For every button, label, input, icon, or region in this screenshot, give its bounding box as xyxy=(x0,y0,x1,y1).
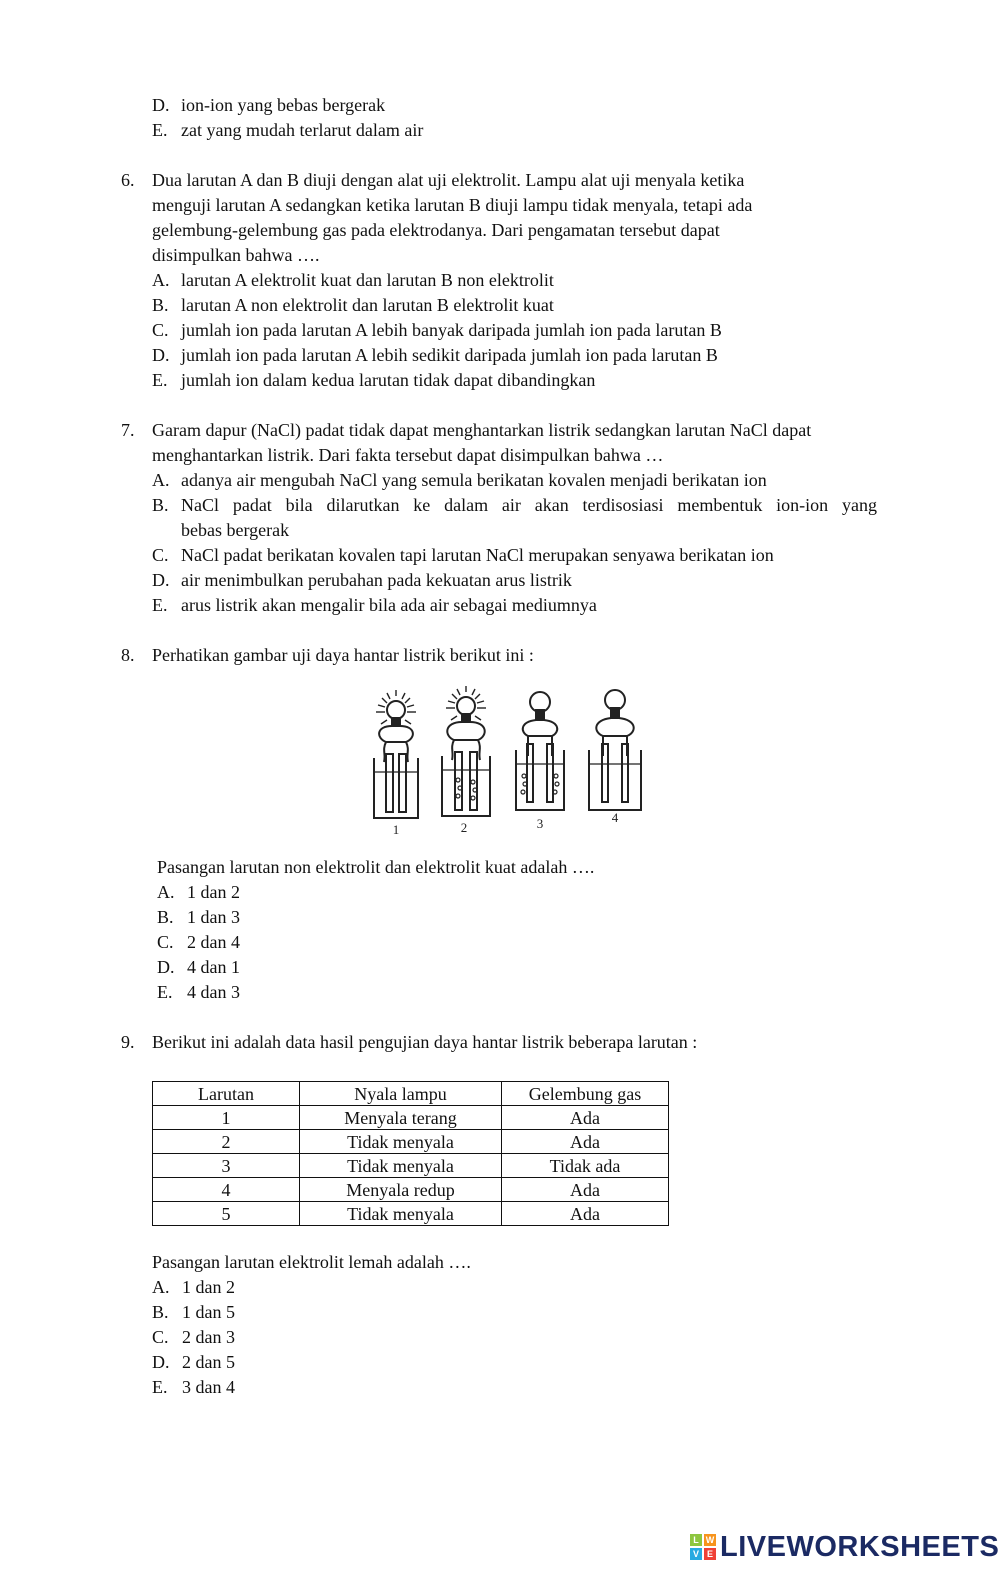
q9-option-c: C. 2 dan 3 xyxy=(152,1327,235,1347)
table-cell: Ada xyxy=(502,1106,669,1130)
table-header-row xyxy=(153,1082,669,1106)
q6-stem-line: disimpulkan bahwa …. xyxy=(152,245,320,265)
q5-option-e: E. zat yang mudah terlarut dalam air xyxy=(152,120,424,140)
q9-option-e: E. 3 dan 4 xyxy=(152,1377,235,1397)
q5-option-d: D. ion-ion yang bebas bergerak xyxy=(152,95,386,115)
table-cell: Menyala terang xyxy=(300,1106,502,1130)
q6-option-c: C. jumlah ion pada larutan A lebih banyak daripada jumlah ion pada larutan B xyxy=(152,320,722,340)
logo-cell: E xyxy=(704,1548,716,1560)
q7-option-c: C. NaCl padat berikatan kovalen tapi larutan NaCl merupakan senyawa berikatan ion xyxy=(152,545,774,565)
q7-option-b-text-cont: bebas bergerak xyxy=(181,520,290,540)
q6-option-a: A. larutan A elektrolit kuat dan larutan B non elektrolit xyxy=(152,270,554,290)
q9-number: 9. xyxy=(121,1032,135,1052)
table-row xyxy=(153,1106,669,1130)
figure-label: 2 xyxy=(460,820,468,835)
q7-number: 7. xyxy=(121,420,135,440)
table-row xyxy=(153,1202,669,1226)
table-cell: 3 xyxy=(153,1154,300,1178)
table-cell: 4 xyxy=(153,1178,300,1202)
q8-option-e: E. 4 dan 3 xyxy=(157,982,240,1002)
q8-number: 8. xyxy=(121,645,135,665)
q7-option-b: B. xyxy=(152,495,169,515)
logo-cell: W xyxy=(705,1535,715,1545)
q9-stem: Berikut ini adalah data hasil pengujian daya hantar listrik beberapa larutan : xyxy=(152,1032,698,1052)
table-row xyxy=(153,1178,669,1202)
q9-question: Pasangan larutan elektrolit lemah adalah …. xyxy=(152,1252,471,1272)
q8-option-c: C. 2 dan 4 xyxy=(157,932,240,952)
q8-option-d: D. 4 dan 1 xyxy=(157,957,240,977)
table-cell: Tidak menyala xyxy=(300,1154,502,1178)
table-cell: Ada xyxy=(502,1178,669,1202)
q7-stem-line: Garam dapur (NaCl) padat tidak dapat menghantarkan listrik sedangkan larutan NaCl dapat xyxy=(152,420,812,440)
table-cell: 5 xyxy=(153,1202,300,1226)
table-cell: Tidak menyala xyxy=(300,1202,502,1226)
table-header: Nyala lampu xyxy=(300,1082,502,1106)
figure-label: 4 xyxy=(611,810,619,825)
table-cell: Menyala redup xyxy=(300,1178,502,1202)
logo-cell: L xyxy=(690,1534,702,1546)
apparatus-1 xyxy=(374,690,418,818)
table-cell: Ada xyxy=(502,1202,669,1226)
q6-option-d: D. jumlah ion pada larutan A lebih sedikit daripada jumlah ion pada larutan B xyxy=(152,345,718,365)
table-cell: Tidak menyala xyxy=(300,1130,502,1154)
q9-option-b: B. 1 dan 5 xyxy=(152,1302,235,1322)
q7-option-e: E. arus listrik akan mengalir bila ada air sebagai mediumnya xyxy=(152,595,597,615)
q6-stem-line: Dua larutan A dan B diuji dengan alat uji elektrolit. Lampu alat uji menyala ketika xyxy=(152,170,745,190)
conductivity-test-figure xyxy=(352,680,662,845)
figure-label: 3 xyxy=(536,816,544,831)
q9-option-d: D. 2 dan 5 xyxy=(152,1352,235,1372)
apparatus-3 xyxy=(516,692,564,810)
table-cell: Tidak ada xyxy=(502,1154,669,1178)
q9-option-a: A. 1 dan 2 xyxy=(152,1277,235,1297)
q8-option-a: A. 1 dan 2 xyxy=(157,882,240,902)
q7-option-b-text: NaCl padat bila dilarutkan ke dalam air akan terdisosiasi membentuk ion-ion yang xyxy=(181,495,877,515)
q7-stem-line: menghantarkan listrik. Dari fakta tersebut dapat disimpulkan bahwa … xyxy=(152,445,664,465)
apparatus-4 xyxy=(589,690,641,810)
q6-stem-line: menguji larutan A sedangkan ketika larutan B diuji lampu tidak menyala, tetapi ada xyxy=(152,195,753,215)
table-row xyxy=(153,1154,669,1178)
liveworksheets-brand[interactable] xyxy=(690,1530,999,1564)
q6-option-b: B. larutan A non elektrolit dan larutan B elektrolit kuat xyxy=(152,295,554,315)
table-header: Gelembung gas xyxy=(502,1082,669,1106)
table-cell: 1 xyxy=(153,1106,300,1130)
conductivity-data-table xyxy=(152,1081,669,1226)
table-cell: Ada xyxy=(502,1130,669,1154)
table-row xyxy=(153,1130,669,1154)
brand-name: LIVEWORKSHEETS xyxy=(720,1530,1000,1563)
q6-number: 6. xyxy=(121,170,135,190)
table-cell: 2 xyxy=(153,1130,300,1154)
q8-option-b: B. 1 dan 3 xyxy=(157,907,240,927)
table-header: Larutan xyxy=(153,1082,300,1106)
figure-label: 1 xyxy=(392,822,400,837)
q8-stem: Perhatikan gambar uji daya hantar listrik berikut ini : xyxy=(152,645,534,665)
q6-option-e: E. jumlah ion dalam kedua larutan tidak dapat dibandingkan xyxy=(152,370,596,390)
q8-question: Pasangan larutan non elektrolit dan elektrolit kuat adalah …. xyxy=(157,857,595,877)
apparatus-2 xyxy=(442,686,490,816)
liveworksheets-logo-icon xyxy=(690,1534,716,1560)
logo-cell: V xyxy=(690,1548,702,1560)
q7-option-d: D. air menimbulkan perubahan pada kekuatan arus listrik xyxy=(152,570,572,590)
q6-stem-line: gelembung-gelembung gas pada elektrodanya. Dari pengamatan tersebut dapat xyxy=(152,220,720,240)
q7-option-a: A. adanya air mengubah NaCl yang semula berikatan kovalen menjadi berikatan ion xyxy=(152,470,767,490)
